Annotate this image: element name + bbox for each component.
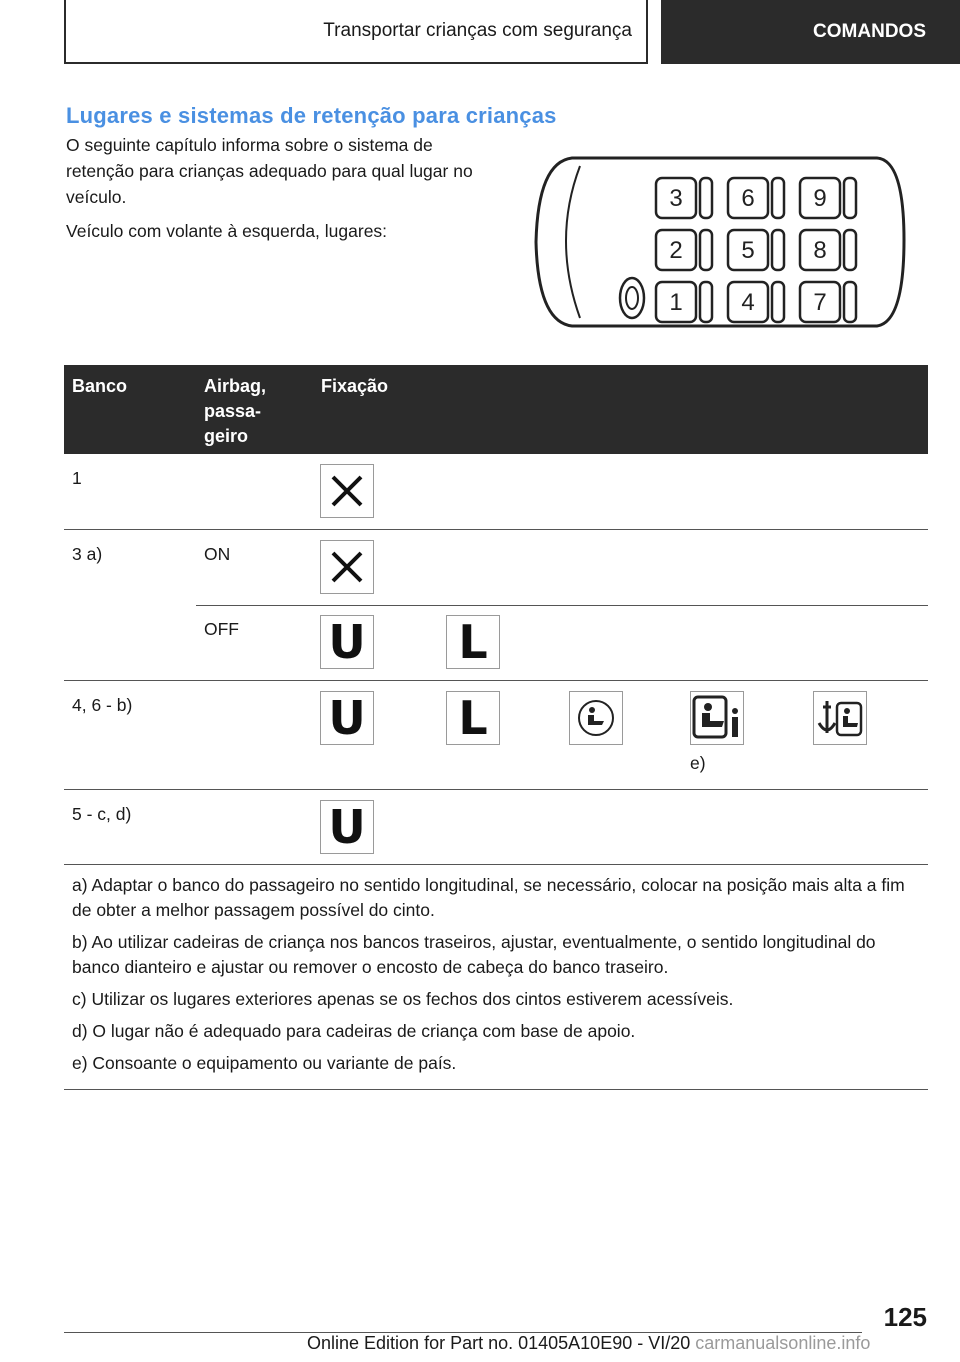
- seat-box-7: [800, 282, 856, 322]
- row-seat: 5 - c, d): [72, 804, 132, 824]
- edition-text: Online Edition for Part no. 01405A10E90 - VI/20: [307, 1333, 691, 1353]
- seat-box-6: [728, 178, 784, 218]
- header-seat: Banco: [72, 376, 128, 396]
- seat-box-1: [656, 282, 712, 322]
- row-seat: 4, 6 - b): [72, 695, 133, 715]
- page-title: Lugares e sistemas de retenção para crianças: [66, 103, 557, 128]
- footnote-b: b) Ao utilizar cadeiras de criança nos bancos traseiros, ajustar, eventualmente, o sentido longitudinal do banco dianteiro e ajustar ou remover o encosto de cabeça do banco traseiro.: [72, 932, 876, 977]
- footnote-a: a) Adaptar o banco do passageiro no sentido longitudinal, se necessário, colocar na posição mais alta a fim de obter a melhor passagem possível do cinto.: [72, 875, 905, 920]
- section-title-text: Transportar crianças com segurança: [323, 20, 632, 41]
- header-fixation: Fixação: [321, 376, 389, 396]
- seat-number: 5: [741, 237, 755, 264]
- universal-category-icon: [320, 615, 374, 669]
- footnote-c: c) Utilizar os lugares exteriores apenas se os fechos dos cintos estiverem acessíveis.: [72, 989, 734, 1009]
- seat-number: 9: [813, 185, 827, 212]
- table-header: [64, 365, 928, 454]
- row-airbag: ON: [204, 544, 231, 564]
- seat-number: 1: [669, 289, 683, 316]
- icon-letter: L: [458, 615, 488, 669]
- seat-box-3: [656, 178, 712, 218]
- header-airbag: Airbag, passa- geiro: [204, 376, 267, 446]
- seat-box-5: [728, 230, 784, 270]
- header-section-title: [64, 0, 648, 64]
- seat-number: 7: [813, 289, 827, 316]
- icon-letter: U: [328, 691, 366, 745]
- seat-box-8: [800, 230, 856, 270]
- intro-paragraph-2: Veículo com volante à esquerda, lugares:: [66, 221, 388, 241]
- universal-category-icon: [320, 800, 374, 854]
- table-row: [64, 530, 928, 605]
- icon-letter: U: [328, 800, 366, 854]
- chapter-title-text: COMANDOS: [813, 21, 926, 42]
- seat-box-4: [728, 282, 784, 322]
- footnote-d: d) O lugar não é adequado para cadeiras de criança com base de apoio.: [72, 1021, 636, 1041]
- seat-layout-diagram: [532, 150, 912, 332]
- table-row: [64, 790, 928, 865]
- seat-number: 8: [813, 237, 827, 264]
- row-airbag: OFF: [204, 619, 239, 639]
- row-seat: 1: [72, 468, 82, 488]
- footnotes: [64, 864, 928, 1090]
- table-row: [64, 605, 928, 681]
- table-row: [64, 681, 928, 790]
- header-chapter-tab[interactable]: [661, 0, 960, 64]
- isofix-anchor-child-seat-icon: [813, 691, 867, 745]
- child-seat-round-icon: [569, 691, 623, 745]
- seat-number: 4: [741, 289, 755, 316]
- seat-number: 6: [741, 185, 755, 212]
- seat-number: 2: [669, 237, 683, 264]
- row-seat: 3 a): [72, 544, 103, 564]
- footnote-e: e) Consoante o equipamento ou variante de país.: [72, 1053, 457, 1073]
- table-row: [64, 454, 928, 530]
- semi-universal-category-icon: [446, 615, 500, 669]
- intro-text: [66, 132, 486, 252]
- steering-wheel-icon: [620, 278, 644, 318]
- isize-child-seat-icon: [690, 691, 744, 745]
- universal-category-icon: [320, 691, 374, 745]
- intro-paragraph-1: O seguinte capítulo informa sobre o sistema de retenção para crianças adequado para qual lugar no veículo.: [66, 135, 473, 207]
- not-suitable-icon: [320, 464, 374, 518]
- not-suitable-icon: [320, 540, 374, 594]
- row-note: e): [690, 753, 706, 773]
- semi-universal-category-icon: [446, 691, 500, 745]
- footer-edition: [307, 1333, 870, 1354]
- seat-box-9: [800, 178, 856, 218]
- seat-box-2: [656, 230, 712, 270]
- row-divider: [196, 605, 928, 606]
- page-number: 125: [883, 1302, 927, 1332]
- child-seat-table: [64, 365, 928, 865]
- seat-number: 3: [669, 185, 683, 212]
- icon-letter: L: [458, 691, 488, 745]
- icon-letter: U: [328, 615, 366, 669]
- watermark-text: carmanualsonline.info: [695, 1333, 871, 1353]
